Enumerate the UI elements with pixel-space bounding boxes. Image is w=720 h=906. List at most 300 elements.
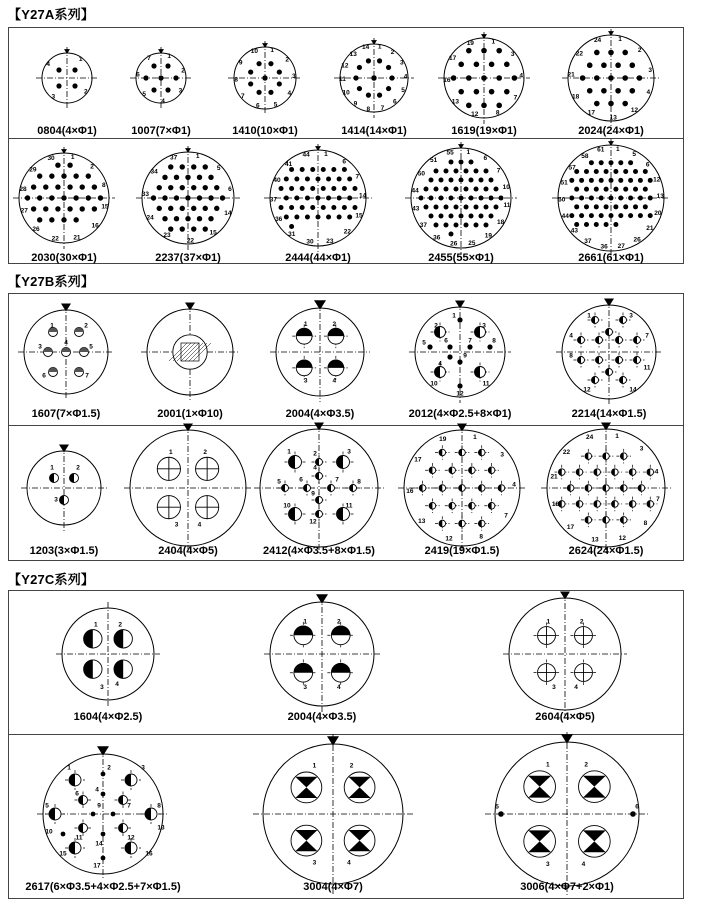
pin-number: 8 [479,533,484,541]
contact-pin [289,205,294,210]
connector-caption: 2419(19×Φ1.5) [424,545,500,557]
pin-number: 4 [519,72,523,80]
contact-pin [73,195,78,200]
contact-pin [489,214,494,219]
connector-2012 [409,301,511,404]
connector-caption: 0804(4×Φ1) [37,125,97,137]
contact-pin [73,217,78,222]
pin-number: 6 [635,803,639,811]
contact-pin [449,160,454,165]
pin-number: 11 [503,201,511,209]
pin-number: 4 [512,481,516,489]
contact-pin [31,184,36,189]
connector-2404 [124,424,252,553]
contact-pin [489,89,495,95]
pin-number: 3 [546,860,550,868]
pin-number: 36 [275,215,283,223]
contact-pin [444,205,449,210]
contact-pin [310,167,315,172]
contact-pin [321,167,326,172]
contact-pin [300,205,305,210]
contact-pin [449,178,454,183]
contact-pin [386,65,391,70]
contact-pin [613,187,618,192]
contact-pin [466,75,472,81]
pin-number: 8 [157,802,161,810]
pin-number: 17 [448,54,457,62]
pin-number: 1 [473,434,477,442]
pin-number: 1 [94,621,98,629]
pin-number: 29 [29,166,37,174]
contact-pin [574,187,579,192]
contact-pin [173,75,178,80]
contact-pin [484,169,489,174]
contact-pin [203,185,208,190]
contact-pin [427,344,432,349]
contact-pin [643,204,648,209]
contact-pin [637,75,643,81]
connector-caption: 2214(14×Φ1.5) [571,408,647,420]
pin-number: 3 [482,322,486,330]
contact-pin [459,196,464,201]
connector-caption: 2001(1×Φ10) [157,408,223,420]
contact-pin [638,178,643,183]
contact-pin [643,187,648,192]
pin-number: 4 [654,468,659,476]
contact-pin [284,215,289,220]
connector-caption: 1607(7×Φ1.5) [31,408,101,420]
pin-number: 3 [100,684,104,692]
contact-pin [86,195,91,200]
pin-number: 11 [345,502,353,510]
connector-2412 [254,423,384,554]
pin-number: 27 [617,242,625,250]
contact-pin [326,176,331,181]
pin-number: 3 [510,51,515,59]
contact-pin [447,344,452,349]
pin-number: 7 [656,495,660,503]
contact-pin [168,206,173,211]
contact-pin [481,103,487,109]
contact-pin [91,812,96,817]
pin-number: 2 [203,448,208,456]
pin-number: 20 [654,209,662,217]
connector-2004 [270,300,370,402]
pin-number: 3 [639,445,644,453]
contact-pin [622,75,628,81]
connector-2004 [264,594,380,712]
contact-pin [594,187,599,192]
contact-pin [101,856,106,861]
pin-number: 1 [615,432,619,440]
contact-pin [262,75,267,80]
contact-pin [72,83,77,88]
pin-number: 2 [390,49,395,57]
contact-pin [337,196,342,201]
pin-number: 19 [466,40,474,48]
contact-pin [574,204,579,209]
contact-pin [601,62,607,68]
contact-pin [220,195,225,200]
contact-pin [92,184,97,189]
pin-number: 27 [20,207,28,215]
pin-number: 8 [234,76,239,84]
pin-number: 1 [616,145,620,153]
contact-pin [353,75,358,80]
connector-3004 [253,734,413,894]
pin-number: 14 [358,192,367,200]
contact-pin [56,67,61,72]
contact-pin [25,195,30,200]
contact-pin [579,213,584,218]
contact-pin [49,173,54,178]
contact-pin [454,187,459,192]
pin-number: 4 [46,61,51,69]
pin-number: 1 [377,43,382,51]
pin-number: 3 [141,764,145,772]
pin-number: 12 [630,107,639,115]
pin-number: 17 [414,456,422,464]
pin-number: 2 [118,621,122,629]
contact-pin [49,217,54,222]
contact-pin [628,178,633,183]
pin-number: 11 [482,380,490,388]
pin-number: 2 [332,320,337,328]
pin-number: 6 [342,158,347,166]
pin-number: 50 [558,196,566,204]
pin-number: 36 [600,243,608,251]
connector-caption: 3006(4×Φ7+2×Φ1) [520,881,614,893]
pin-number: 22 [51,235,59,243]
pin-number: 61 [597,146,605,154]
pin-number: 1 [195,153,200,161]
pin-number: 4 [197,521,202,529]
pin-number: 13 [157,824,165,832]
pin-number: 7 [240,93,245,101]
pin-number: 1 [587,312,591,320]
contact-pin [342,186,347,191]
contact-pin [157,185,162,190]
contact-pin [599,160,604,165]
contact-pin [165,87,170,92]
pin-number: 44 [411,187,419,195]
pin-number: 10 [430,380,438,388]
contact-pin [594,169,599,174]
pin-number: 2 [637,46,642,54]
contact-pin [326,196,331,201]
pin-number: 13 [609,114,617,122]
contact-pin [61,217,66,222]
contact-pin [80,206,85,211]
contact-pin [469,160,474,165]
contact-pin [609,213,614,218]
contact-pin [268,90,273,95]
contact-pin [484,205,489,210]
pin-number: 55 [446,149,454,157]
contact-pin [504,62,510,68]
pin-number: 43 [412,205,420,213]
connector-0804 [36,47,98,109]
pin-number: 4 [95,786,99,794]
pin-number: 22 [562,449,571,457]
contact-pin [208,195,213,200]
pin-number: 26 [450,240,458,248]
pin-number: 4 [581,860,586,868]
contact-pin [294,215,299,220]
contact-pin [185,175,190,180]
contact-pin [80,184,85,189]
contact-pin [454,205,459,210]
contact-pin [599,178,604,183]
connector-1414 [334,38,414,118]
contact-pin [464,187,469,192]
contact-pin [459,178,464,183]
pin-number: 8 [357,478,361,486]
contact-pin [371,75,376,80]
pin-number: 12 [471,110,479,118]
contact-pin [294,196,299,201]
section-title-y27a: 【Y27A系列】 [8,7,95,22]
pin-number: 24 [146,214,154,222]
pin-number: 5 [401,87,405,95]
contact-pin [248,81,253,86]
contact-pin [589,213,594,218]
pin-number: 31 [288,230,296,238]
contact-pin [162,195,167,200]
contact-pin [174,195,179,200]
contact-pin [305,215,310,220]
contact-pin [609,160,614,165]
pin-number: 15 [101,203,109,211]
pin-number: 7 [504,512,508,520]
pin-number: 1 [50,322,54,330]
contact-pin [331,167,336,172]
contact-pin [310,186,315,191]
contact-pin [386,86,391,91]
contact-pin [256,61,261,66]
contact-pin [618,160,623,165]
contact-pin [474,205,479,210]
pin-number: 10 [45,828,53,836]
contact-pin [489,178,494,183]
contact-pin [61,195,66,200]
contact-pin [648,213,653,218]
pin-number: 1 [168,448,173,456]
contact-pin [162,216,167,221]
contact-pin [449,214,454,219]
connector-caption: 2444(44×Φ1) [285,252,351,264]
connector-caption: 1007(7×Φ1) [131,125,191,137]
pin-number: 2 [349,762,354,770]
pin-number: 44 [561,213,569,221]
pin-number: 8 [495,109,500,117]
pin-number: 1 [50,464,54,472]
pin-number: 30 [306,238,314,246]
pin-number: 19 [484,232,492,240]
contact-pin [489,62,495,68]
contact-pin [73,173,78,178]
pin-number: 4 [313,464,317,472]
contact-pin [434,187,439,192]
contact-pin [623,204,628,209]
pin-number: 1 [78,55,83,63]
contact-pin [633,169,638,174]
pin-number: 7 [645,332,649,340]
contact-pin [479,196,484,201]
connector-1619 [438,32,530,124]
connector-caption: 2030(30×Φ1) [31,252,97,264]
contact-pin [31,206,36,211]
contact-pin [464,205,469,210]
contact-pin [629,88,635,94]
contact-pin [321,186,326,191]
contact-pin [310,205,315,210]
contact-pin [185,216,190,221]
connector-caption: 2617(6×Φ3.5+4×Φ2.5+7×Φ1.5) [25,881,181,893]
contact-pin [191,206,196,211]
pin-number: 16 [91,222,99,230]
pin-number: 4 [161,97,165,105]
pin-number: 13 [591,536,599,544]
pin-number: 10 [283,502,291,510]
contact-pin [618,178,623,183]
contact-pin [628,213,633,218]
pin-number: 37 [584,238,592,246]
pin-number: 9 [97,802,101,810]
pin-number: 2 [84,322,88,330]
pin-number: 13 [656,192,664,200]
pin-number: 12 [341,62,349,70]
pin-number: 6 [392,98,397,106]
pin-number: 1 [70,153,75,161]
pin-number: 12 [127,834,135,842]
pin-number: 16 [145,850,153,858]
contact-pin [174,175,179,180]
pin-number: 4 [115,681,119,689]
contact-pin [203,164,208,169]
contact-pin [587,62,593,68]
pin-number: 5 [632,151,636,159]
contact-pin [101,832,106,837]
pin-number: 1 [67,764,71,772]
pin-number: 51 [560,179,568,187]
contact-pin [279,205,284,210]
contact-pin [648,196,653,201]
contact-pin [569,178,574,183]
contact-pin [197,175,202,180]
contact-pin [512,75,518,81]
contact-pin [162,175,167,180]
connector-2661 [552,139,670,257]
contact-pin [629,62,635,68]
contact-pin [447,354,452,359]
pin-number: 18 [497,219,505,227]
contact-pin [157,206,162,211]
contact-pin [37,173,42,178]
connector-caption: 2661(61×Φ1) [578,252,644,264]
contact-pin [352,186,357,191]
pin-number: 2 [579,618,584,626]
contact-pin [601,88,607,94]
pin-number: 22 [186,237,195,245]
connector-2617 [37,746,169,880]
pin-number: 3 [291,72,296,80]
pin-number: 16 [443,77,451,85]
contact-pin [580,75,586,81]
contact-pin [151,87,156,92]
contact-pin [643,169,648,174]
pin-number: 1 [491,38,496,46]
pin-number: 4 [64,339,68,347]
contact-pin [43,206,48,211]
contact-pin [449,232,454,237]
contact-pin [628,160,633,165]
pin-number: 3 [400,59,404,67]
contact-pin [474,187,479,192]
connector-2237 [136,146,240,250]
pin-number: 6 [42,372,46,380]
contact-pin [457,317,462,322]
contact-pin [424,205,429,210]
contact-pin [352,205,357,210]
connector-caption: 2024(24×Φ1) [578,125,644,137]
pin-number: 2 [181,67,185,75]
contact-pin [67,184,72,189]
pin-number: 4 [337,683,341,691]
contact-pin [439,214,444,219]
contact-pin [638,196,643,201]
connector-caption: 2412(4×Φ3.5+8×Φ1.5) [263,545,375,557]
pin-number: 2 [90,163,94,171]
contact-pin [487,344,492,349]
contact-pin [180,164,185,169]
pin-number: 7 [468,337,472,345]
contact-pin [214,206,219,211]
contact-pin [469,178,474,183]
pin-number: 7 [355,173,360,181]
contact-pin [474,169,479,174]
pin-number: 43 [570,227,578,235]
contact-pin [608,101,614,107]
pin-number: 5 [277,478,281,486]
contact-pin [55,162,60,167]
pin-number: 4 [646,89,651,97]
pin-number: 57 [568,164,576,172]
contact-pin [594,50,600,56]
pin-number: 12 [583,386,591,394]
contact-pin [180,206,185,211]
contact-pin [474,62,480,68]
pin-number: 33 [141,191,149,199]
contact-pin [469,196,474,201]
pin-number: 7 [335,476,339,484]
contact-pin [284,196,289,201]
contact-pin [67,206,72,211]
connector-2419 [398,424,526,553]
pin-number: 3 [648,66,653,74]
contact-pin [366,93,371,98]
contact-pin [615,88,621,94]
pin-number: 1 [167,52,171,60]
contact-pin [37,217,42,222]
contact-pin [191,226,196,231]
contact-pin [496,103,502,109]
contact-pin [618,196,623,201]
contact-pin [289,186,294,191]
pin-number: 2 [285,56,290,64]
contact-pin [589,160,594,165]
connector-caption: 3004(4×Φ7) [303,881,363,893]
